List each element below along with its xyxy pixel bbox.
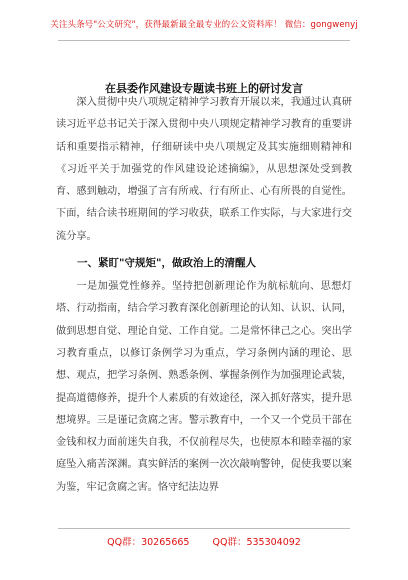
header-divider — [58, 40, 350, 41]
document-title: 在县委作风建设专题读书班上的研讨发言 — [105, 82, 303, 95]
footer-qq-group-2: QQ群：535304092 — [212, 537, 301, 548]
footer-divider — [58, 528, 350, 529]
header-promo-note: 关注头条号"公文研究"，获得最新最全最专业的公文资料库！ 微信：gongwenyj — [50, 20, 358, 30]
section-heading: 一、紧盯"守规矩"，做政治上的清醒人 — [77, 257, 256, 270]
document-body — [56, 92, 352, 499]
footer-qq-group-1: QQ群：30265665 — [107, 537, 190, 548]
section-paragraph: 一是加强党性修养。坚持把创新理论作为航标航向、思想灯塔、行动指南，结合学习教育深化创新理论的认知、认识、认同，做到思想自觉、理论自觉、工作自觉。二是常怀律己之心。突出学习教育重点，以修订条例学习为重点，学习条例内涵的理论、思想、观点，把学习条例、熟悉条例、掌握条例作为加强理论武装，提高道德修养，提升个人素质的有效途径，深入抓好落实，提升思想境界。三是谨记贪腐之害。警示教育中，一个又一个党员干部在金钱和权力面前迷失自我，不仅前程尽失，也使原本和睦幸福的家庭坠入痛苦深渊。真实鲜活的案例一次次敲响警钟，促使我要以案为鉴，牢记贪腐之害。恪守纪法边界 — [56, 281, 352, 493]
intro-paragraph: 深入贯彻中央八项规定精神学习教育开展以来，我通过认真研读习近平总书记关于深入贯彻中央八项规定精神学习教育的重要讲话和重要指示精神，仔细研读中央八项规定及其实施细则精神和《习近平关于加强党的作风建设论述摘编》，从思想深处受到教育、感到触动，增强了言有所戒、行有所止、心有所畏的自觉性。下面，结合读书班期间的学习收获，联系工作实际，与大家进行交流分享。 — [56, 97, 352, 242]
footer-contacts — [0, 534, 408, 548]
